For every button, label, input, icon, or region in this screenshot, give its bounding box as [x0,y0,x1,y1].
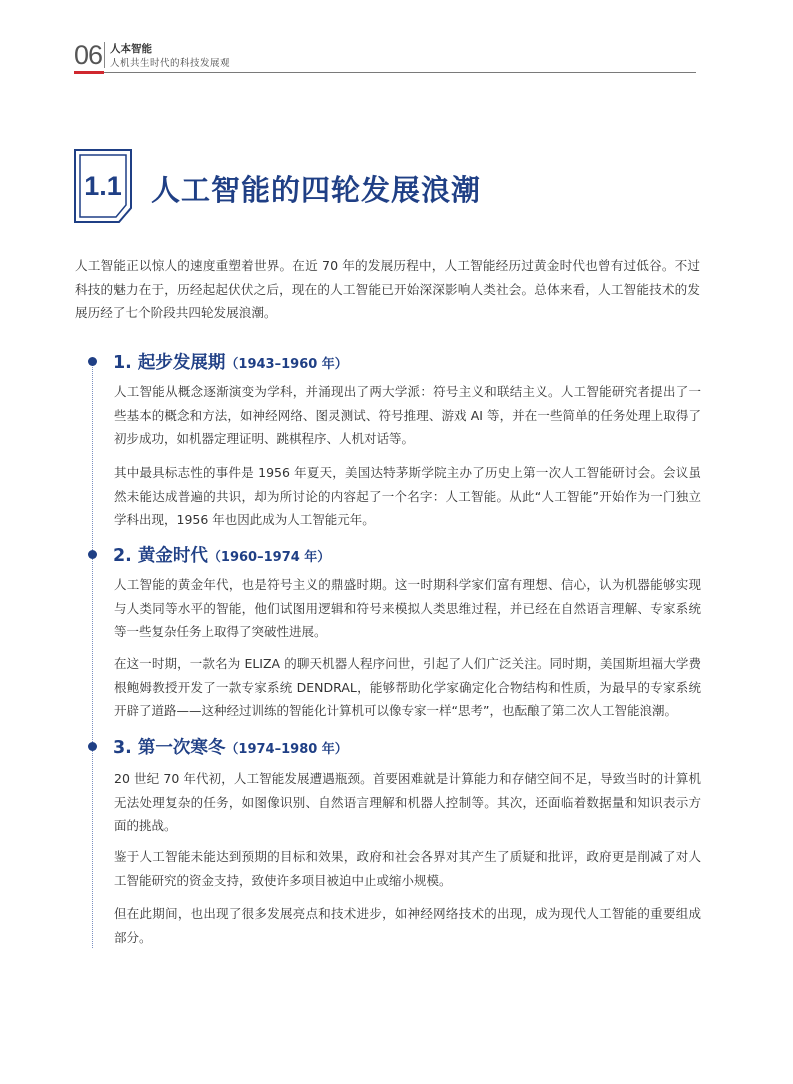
timeline-dot [88,357,97,366]
era-paragraph: 但在此期间，也出现了很多发展亮点和技术进步，如神经网络技术的出现，成为现代人工智能的重要组成部分。 [114,906,701,945]
era-name: 3. 第一次寒冬 [113,738,226,758]
era-years: （1974–1980 年） [225,742,348,757]
era-paragraph: 人工智能的黄金年代，也是符号主义的鼎盛时期。这一时期科学家们富有理想、信心，认为机器能够实现与人类同等水平的智能，他们试图用逻辑和符号来模拟人类思维过程，并已经在自然语言理解、专家系统等一些复杂任务上取得了突破性进展。 [114,577,701,639]
era-years: （1943–1960 年） [225,357,348,372]
intro-paragraph: 人工智能正以惊人的速度重塑着世界。在近 70 年的发展历程中，人工智能经历过黄金时代也曾有过低谷。不过科技的魅力在于，历经起起伏伏之后，现在的人工智能已开始深深影响人类社会。总体来看，人工智能技术的发展历经了七个阶段共四轮发展浪潮。 [75,258,700,320]
header-accent-bar [74,71,104,74]
page-number: 06 [74,40,103,70]
era-paragraph: 鉴于人工智能未能达到预期的目标和效果，政府和社会各界对其产生了质疑和批评，政府更是削减了对人工智能研究的资金支持，致使许多项目被迫中止或缩小规模。 [114,849,701,888]
era-heading [113,734,348,759]
timeline-line [92,363,93,948]
running-subtitle: 人机共生时代的科技发展观 [110,58,231,69]
era-paragraph: 人工智能从概念逐渐演变为学科，并涌现出了两大学派：符号主义和联结主义。人工智能研究者提出了一些基本的概念和方法，如神经网络、图灵测试、符号推理、游戏 AI 等，并在一些简单的任务处理上取得了初步成功，如机器定理证明、跳棋程序、人机对话等。 [114,384,701,446]
header-rule [74,72,696,73]
era-name: 1. 起步发展期 [113,353,226,373]
era-years: （1960–1974 年） [207,550,331,565]
era-paragraph: 20 世纪 70 年代初，人工智能发展遭遇瓶颈。首要困难就是计算能力和存储空间不足，导致当时的计算机无法处理复杂的任务，如图像识别、自然语言理解和机器人控制等。其次，还面临着数据量和知识表示方面的挑战。 [114,771,701,833]
section-number: 1.1 [84,171,122,201]
era-name: 2. 黄金时代 [113,546,208,566]
era-paragraph: 其中最具标志性的事件是 1956 年夏天，美国达特茅斯学院主办了历史上第一次人工智能研讨会。会议虽然未能达成普遍的共识，却为所讨论的内容起了一个名字：人工智能。从此“人工智能”开始作为一门独立学科出现，1956 年也因此成为人工智能元年。 [114,465,701,527]
section-title: 人工智能的四轮发展浪潮 [151,173,482,207]
running-title: 人本智能 [110,43,152,55]
header-divider [104,42,105,68]
section-heading [73,148,713,228]
section-number-badge [73,148,133,224]
era-paragraph: 在这一时期，一款名为 ELIZA 的聊天机器人程序问世，引起了人们广泛关注。同时期，美国斯坦福大学费根鲍姆教授开发了一款专家系统 DENDRAL，能够帮助化学家确定化合物结构和性质，为最早的专家系统开辟了道路——这种经过训练的智能化计算机可以像专家一样“思考”，也酝酿了第二次人工智能浪潮。 [114,656,701,718]
timeline-dot [88,742,97,751]
page-header [74,38,696,78]
timeline-dot [88,550,97,559]
era-heading [113,542,330,567]
era-heading [113,349,348,374]
